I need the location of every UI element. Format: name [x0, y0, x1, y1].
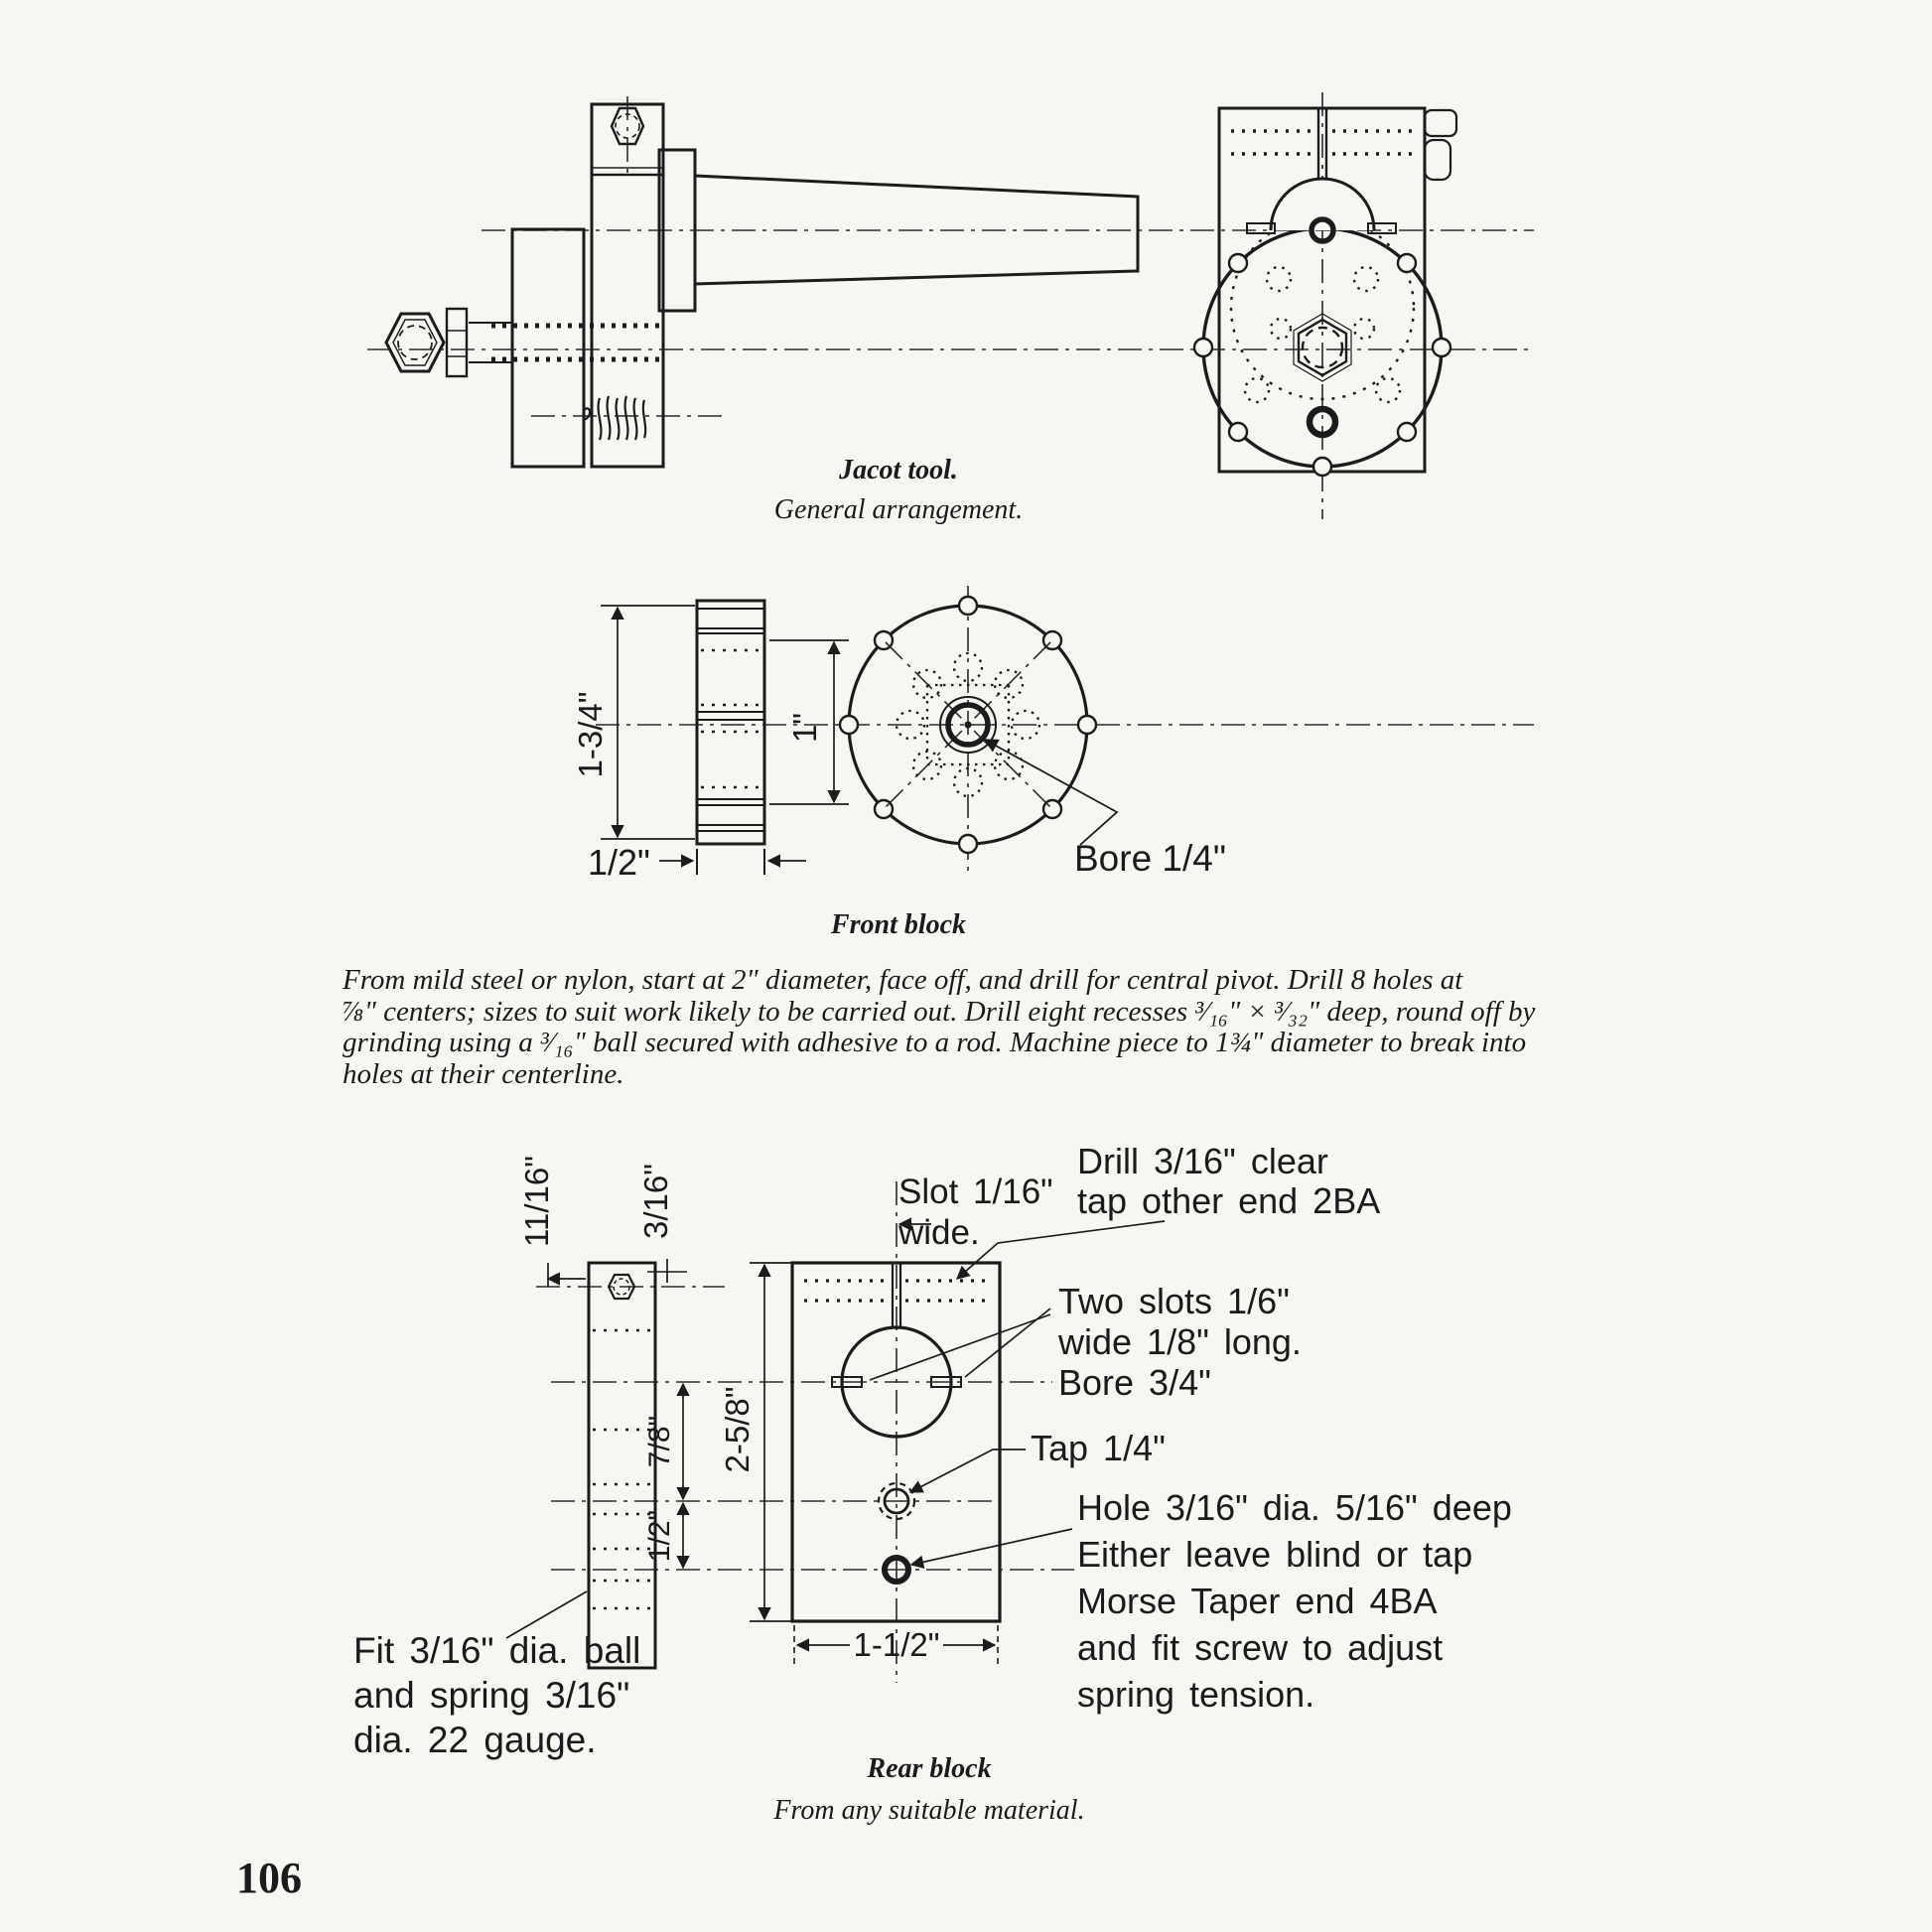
body-paragraph	[343, 965, 1653, 1090]
end-view	[1194, 108, 1456, 476]
bore-leader	[985, 740, 1117, 845]
tap-leader	[910, 1449, 1026, 1492]
washer	[447, 309, 467, 376]
page-number: 106	[236, 1854, 302, 1902]
ball-label-line: and spring 3/16"	[353, 1675, 630, 1716]
dim-width	[588, 842, 806, 883]
rear-block-side	[512, 229, 584, 467]
dim-width-label: 1/2"	[588, 842, 650, 883]
two-slots-label-line: Two slots 1/6"	[1058, 1281, 1290, 1321]
dim-inner	[769, 640, 849, 804]
paragraph-line: holes at their centerline.	[343, 1057, 624, 1090]
ball-label-line: Fit 3/16" dia. ball	[353, 1630, 641, 1671]
fig3-caption-title: Rear block	[867, 1753, 992, 1784]
dim-1-1-2-label: 1-1/2"	[853, 1626, 940, 1663]
front-block-drawing	[536, 561, 1549, 908]
pivot-screw-head	[612, 108, 643, 144]
ball-label	[353, 1628, 640, 1762]
drill-label-line: Drill 3/16" clear	[1077, 1141, 1328, 1181]
hole-label-line: Morse Taper end 4BA	[1077, 1581, 1438, 1621]
dim-7-8-label: 7/8"	[643, 1415, 676, 1468]
two-slots-label-line: Bore 3/4"	[1058, 1362, 1211, 1403]
dim-1-2-label: 1/2"	[643, 1509, 676, 1563]
dim-2-5-8-label: 2-5/8"	[719, 1386, 756, 1473]
dim-inner-label: 1"	[786, 712, 823, 744]
hidden-drillings	[593, 1330, 651, 1608]
dim-3-16	[637, 1164, 687, 1283]
runner-dome	[1271, 179, 1374, 230]
hole-label-line: Either leave blind or tap	[1077, 1534, 1473, 1575]
dim-1-2	[643, 1503, 683, 1568]
dim-11-16-label: 11/16"	[518, 1156, 555, 1247]
drill-label-line: tap other end 2BA	[1077, 1180, 1381, 1221]
paragraph-line: From mild steel or nylon, start at 2" diameter, face off, and drill for central pivot. Drill 8 holes at	[343, 964, 1463, 996]
front-block-side-view	[697, 601, 764, 844]
slot-label-line: wide.	[898, 1213, 980, 1252]
fig3-caption-subtitle: From any suitable material.	[773, 1795, 1085, 1826]
side-view	[386, 104, 1138, 467]
paragraph-line: grinding using a ³⁄₁₆" ball secured with adhesive to a rod. Machine piece to 1¾" diameter to break into	[343, 1027, 1527, 1058]
slot-label	[898, 1172, 1053, 1253]
ball-label-line: dia. 22 gauge.	[353, 1720, 597, 1760]
hole-label-line: Hole 3/16" dia. 5/16" deep	[1077, 1487, 1512, 1528]
hole-label-line: spring tension.	[1077, 1674, 1315, 1715]
hex-nut	[386, 314, 444, 371]
dim-11-16	[518, 1156, 586, 1287]
fig1-caption-title: Jacot tool.	[839, 455, 958, 485]
fig1-caption-subtitle: General arrangement.	[773, 494, 1024, 525]
bore-label: Bore 1/4"	[1074, 838, 1227, 879]
hole-leader	[911, 1529, 1072, 1565]
hole-label-line: and fit screw to adjust	[1077, 1627, 1444, 1668]
drill-label	[1077, 1142, 1380, 1221]
two-slots-label-line: wide 1/8" long.	[1058, 1321, 1302, 1362]
dim-7-8	[643, 1384, 683, 1499]
center-bore	[940, 697, 996, 753]
clamp-screw	[1425, 110, 1456, 180]
paragraph-line: ⅞" centers; sizes to suit work likely to be carried out. Drill eight recesses ³⁄₁₆" × ³⁄₃₂" deep, round off by	[343, 995, 1536, 1028]
dim-1-1-2	[794, 1625, 998, 1665]
fig2-caption-title: Front block	[830, 909, 967, 940]
dim-height	[572, 606, 695, 839]
tap-label: Tap 1/4"	[1031, 1428, 1166, 1468]
dim-3-16-label: 3/16"	[637, 1164, 674, 1239]
two-slots-label	[1058, 1281, 1302, 1403]
dim-2-5-8	[719, 1263, 814, 1621]
hole-label	[1077, 1484, 1512, 1718]
slot-label-line: Slot 1/16"	[898, 1173, 1053, 1211]
dim-height-label: 1-3/4"	[572, 691, 609, 778]
